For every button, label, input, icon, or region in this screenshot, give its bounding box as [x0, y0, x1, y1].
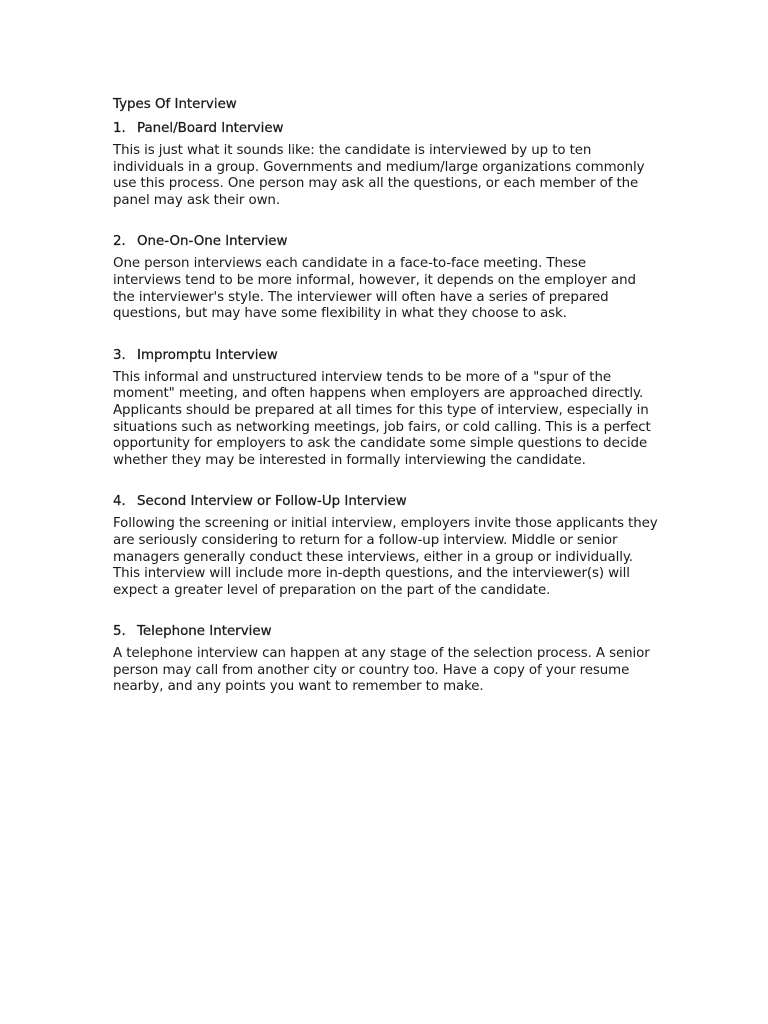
section-body: One person interviews each candidate in a face-to-face meeting. These interviews tend to be more informal, however, it depends on the employer and the interviewer's style. The interviewer will often have a series of prepared questions, but may have some flexibility in what they choose to ask. — [113, 256, 636, 322]
document-title: Types Of Interview — [113, 97, 237, 112]
section-second-interview — [113, 492, 658, 599]
section-panel-board-interview — [113, 119, 658, 209]
section-body: This informal and unstructured interview tends to be more of a "spur of the moment" meeting, and often happens when employers are approached directly. Applicants should be prepared at all times for this type of interview, especially in situations such as networking meetings, job fairs, or cold calling. This is a perfect opportunity for employers to ask the candidate some simple questions to decide whether they may be interested in formally interviewing the candidate. — [113, 369, 651, 468]
section-heading — [113, 346, 658, 366]
section-body: A telephone interview can happen at any stage of the selection process. A senior person may call from another city or country too. Have a copy of your resume nearby, and any points you want to remember to make. — [113, 646, 650, 695]
section-heading — [113, 232, 658, 252]
section-telephone-interview — [113, 622, 658, 696]
section-number: 2. — [113, 234, 126, 250]
section-heading-text: Telephone Interview — [137, 624, 272, 640]
section-impromptu-interview — [113, 346, 658, 470]
section-heading — [113, 622, 658, 642]
section-number: 3. — [113, 347, 126, 363]
document-page — [113, 95, 658, 719]
section-heading-text: Impromptu Interview — [137, 347, 278, 363]
section-body: This is just what it sounds like: the candidate is interviewed by up to ten individuals in a group. Governments and medium/large organizations commonly use this process. One person may ask all the questions, or each member of the panel may ask their own. — [113, 143, 645, 208]
section-heading-text: One-On-One Interview — [137, 234, 288, 250]
section-number: 4. — [113, 494, 126, 510]
section-heading — [113, 492, 658, 512]
section-heading-text: Second Interview or Follow-Up Interview — [137, 494, 407, 510]
section-number: 5. — [113, 624, 126, 640]
section-heading — [113, 119, 658, 139]
section-body: Following the screening or initial interview, employers invite those applicants they are seriously considering to return for a follow-up interview. Middle or senior managers generally conduct these interviews, either in a group or individually. This interview will include more in-depth questions, and the interviewer(s) will expect a greater level of preparation on the part of the candidate. — [113, 516, 658, 598]
section-one-on-one-interview — [113, 232, 658, 322]
section-heading-text: Panel/Board Interview — [137, 121, 284, 136]
section-number: 1. — [113, 121, 126, 136]
